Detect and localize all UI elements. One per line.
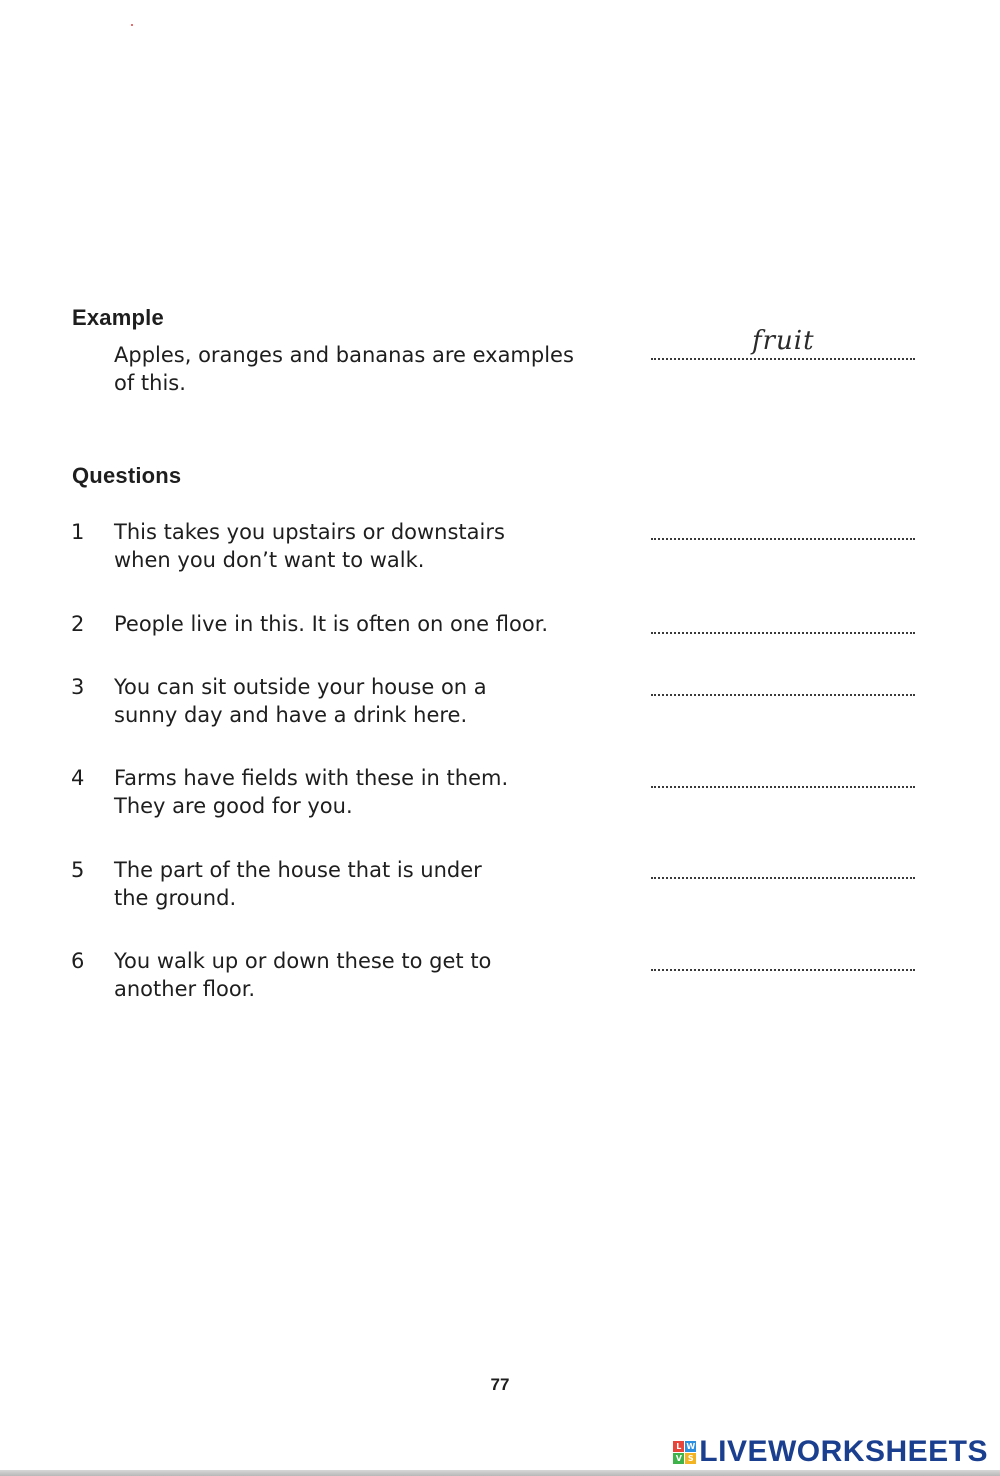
liveworksheets-logo-icon bbox=[673, 1441, 696, 1464]
liveworksheets-brand[interactable] bbox=[673, 1435, 988, 1469]
question-text: You can sit outside your house on a sunny day and have a drink here. bbox=[114, 675, 487, 727]
example-heading: Example bbox=[72, 305, 164, 330]
question-number: 4 bbox=[71, 766, 85, 790]
brand-name: LIVEWORKSHEETS bbox=[699, 1435, 988, 1468]
answer-field-5[interactable] bbox=[651, 865, 915, 879]
answer-field-1[interactable] bbox=[651, 526, 915, 540]
question-text: You walk up or down these to get to another floor. bbox=[114, 949, 492, 1001]
question-number: 6 bbox=[71, 949, 85, 973]
page-speck bbox=[131, 24, 133, 26]
answer-field-3[interactable] bbox=[651, 682, 915, 696]
question-number: 1 bbox=[71, 520, 85, 544]
question-text: The part of the house that is under the ground. bbox=[114, 858, 482, 910]
question-number: 2 bbox=[71, 612, 85, 636]
answer-field-4[interactable] bbox=[651, 774, 915, 788]
logo-cell: W bbox=[686, 1441, 696, 1451]
question-number: 5 bbox=[71, 858, 85, 882]
example-answer: fruit bbox=[752, 326, 815, 356]
question-text: People live in this. It is often on one floor. bbox=[114, 612, 549, 636]
page-bottom-edge bbox=[0, 1470, 1000, 1476]
example-text: Apples, oranges and bananas are examples of this. bbox=[114, 343, 574, 395]
logo-cell: S bbox=[685, 1453, 696, 1464]
question-text: Farms have fields with these in them. They are good for you. bbox=[114, 766, 509, 818]
answer-field-2[interactable] bbox=[651, 620, 915, 634]
answer-field-6[interactable] bbox=[651, 957, 915, 971]
question-number: 3 bbox=[71, 675, 85, 699]
logo-cell: L bbox=[673, 1441, 684, 1452]
logo-cell: V bbox=[673, 1453, 684, 1464]
question-text: This takes you upstairs or downstairs when you don’t want to walk. bbox=[114, 520, 505, 572]
page-number: 77 bbox=[490, 1375, 510, 1394]
questions-heading: Questions bbox=[72, 463, 182, 488]
